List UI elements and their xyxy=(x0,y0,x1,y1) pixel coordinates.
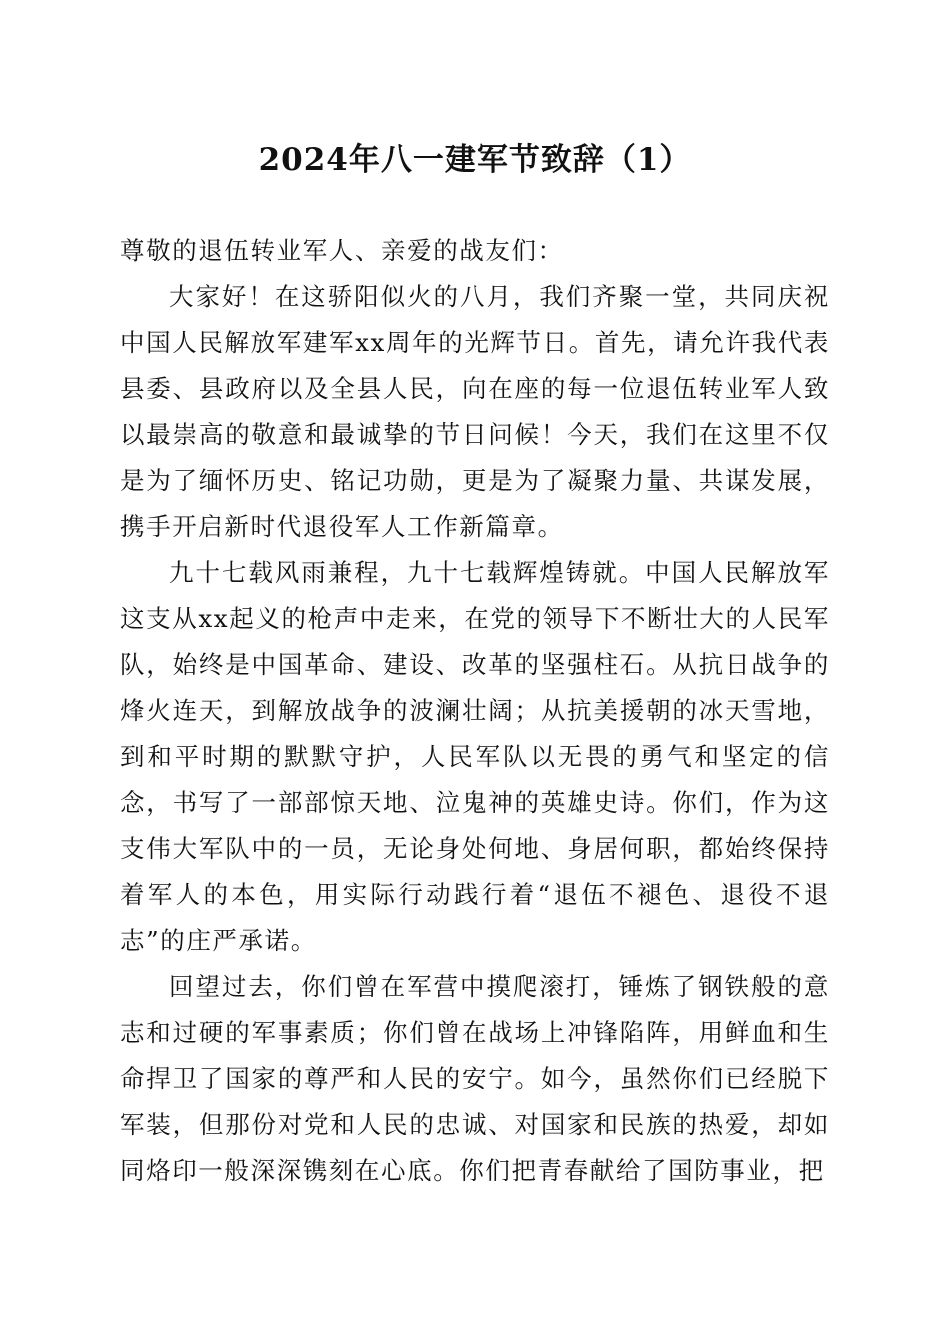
paragraph-3: 回望过去，你们曾在军营中摸爬滚打，锤炼了钢铁般的意志和过硬的军事素质；你们曾在战场上冲锋陷阵，用鲜血和生命捍卫了国家的尊严和人民的安宁。如今，虽然你们已经脱下军装，但那份对党和人民的忠诚、对国家和民族的热爱，却如同烙印一般深深镌刻在心底。你们把青春献给了国防事业，把 xyxy=(120,972,830,1185)
document-title: 2024年八一建军节致辞（1） xyxy=(258,142,692,178)
paragraph-1: 大家好！在这骄阳似火的八月，我们齐聚一堂，共同庆祝中国人民解放军建军xx周年的光辉节日。首先，请允许我代表县委、县政府以及全县人民，向在座的每一位退伍转业军人致以最崇高的敬意和最诚挚的节日问候！今天，我们在这里不仅是为了缅怀历史、铭记功勋，更是为了凝聚力量、共谋发展，携手开启新时代退役军人工作新篇章。 xyxy=(120,282,830,541)
salutation: 尊敬的退伍转业军人、亲爱的战友们： xyxy=(120,236,564,265)
document-body xyxy=(120,228,830,1194)
paragraph-2: 九十七载风雨兼程，九十七载辉煌铸就。中国人民解放军这支从xx起义的枪声中走来，在党的领导下不断壮大的人民军队，始终是中国革命、建设、改革的坚强柱石。从抗日战争的烽火连天，到解放战争的波澜壮阔；从抗美援朝的冰天雪地，到和平时期的默默守护，人民军队以无畏的勇气和坚定的信念，书写了一部部惊天地、泣鬼神的英雄史诗。你们，作为这支伟大军队中的一员，无论身处何地、身居何职，都始终保持着军人的本色，用实际行动践行着“退伍不褪色、退役不退志”的庄严承诺。 xyxy=(120,558,830,955)
